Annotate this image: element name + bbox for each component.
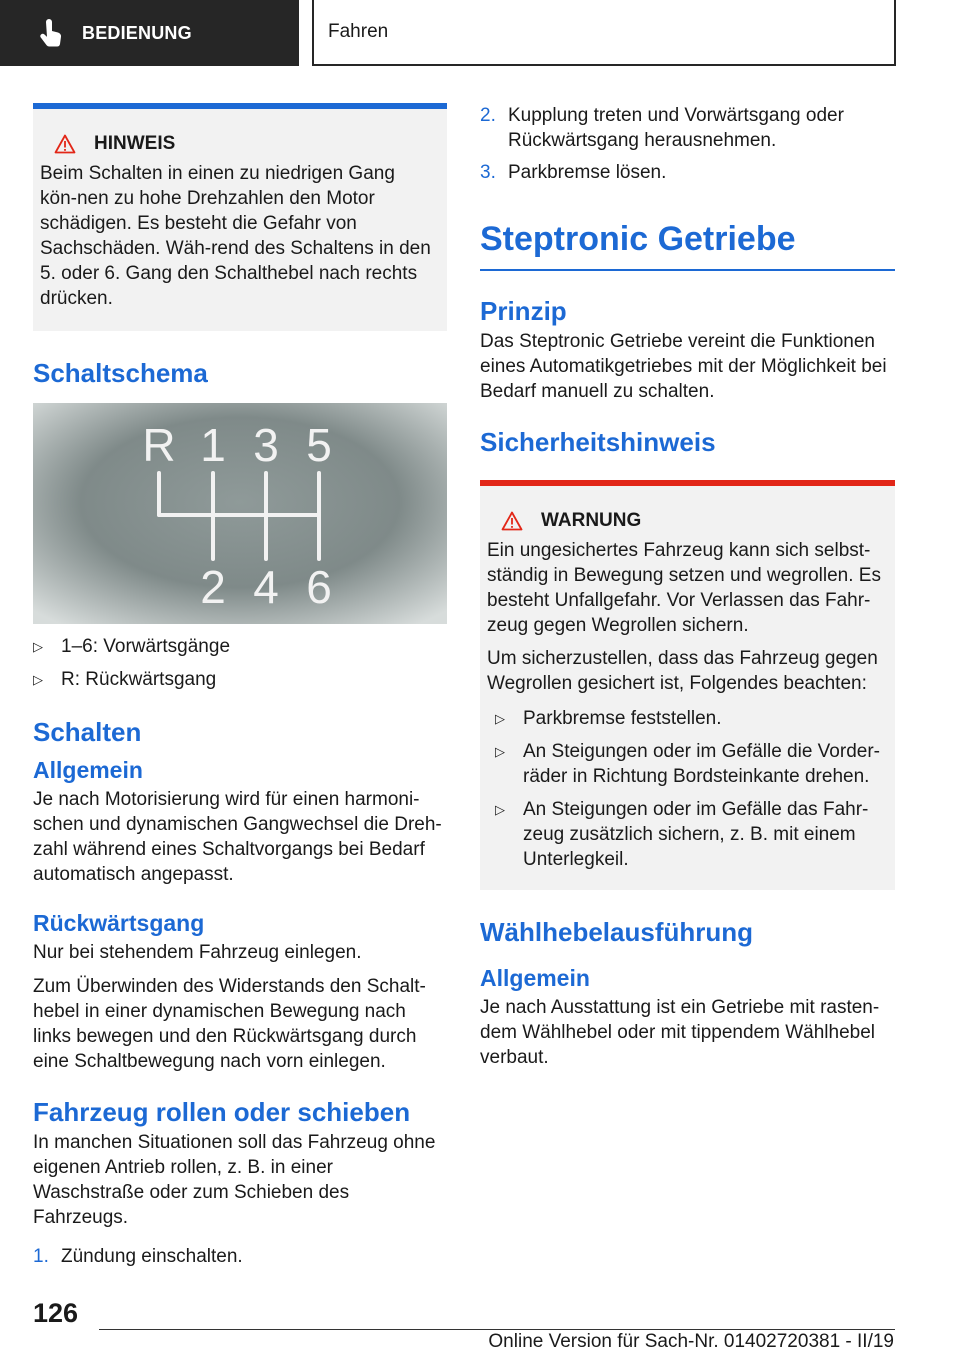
header-section-label: BEDIENUNG	[82, 22, 192, 43]
triangle-bullet-icon: ▷	[33, 672, 43, 687]
list-item: 3. Parkbremse lösen.	[480, 162, 667, 183]
sicherheitshinweis-heading: Sicherheitshinweis	[480, 427, 716, 457]
header-chapter-tab	[312, 0, 896, 66]
allgemein-heading: Allgemein	[33, 757, 143, 783]
header-section-tab	[0, 0, 299, 66]
gear-label-2: 2	[200, 561, 226, 613]
rollen-text: In manchen Situationen soll das Fahrzeug ohne eigenen Antrieb rollen, z. B. in einer Waschstraße oder zum Schieben des Fahrzeugs.	[33, 1132, 436, 1228]
prinzip-heading: Prinzip	[480, 296, 567, 326]
gear-label-1: 1	[200, 419, 226, 471]
footer-online-version: Online Version für Sach-Nr. 01402720381 - II/19	[488, 1331, 894, 1352]
notice-text: Beim Schalten in einen zu niedrigen Gang kön-nen zu hohe Drehzahlen den Motor schädigen. Es besteht die Gefahr von Sachschäden. Wäh-rend des Schaltens in den 5. oder 6. Gang den Schalthebel nach rechts drücken.	[40, 163, 431, 309]
rueckwaertsgang-heading: Rückwärtsgang	[33, 910, 205, 936]
rollen-heading: Fahrzeug rollen oder schieben	[33, 1097, 411, 1127]
header-chapter-label: Fahren	[328, 21, 389, 42]
rueckwaertsgang-text-2: Zum Überwinden des Widerstands den Schalt-hebel in einer dynamischen Bewegung nach links bewegen und den Rückwärtsgang durch eine Schaltbewegung nach vorn einlegen.	[33, 976, 426, 1072]
schaltschema-heading: Schaltschema	[33, 358, 208, 388]
caution-triangle-icon	[54, 134, 76, 154]
touch-hand-icon	[38, 18, 68, 48]
warning-title: WARNUNG	[541, 510, 642, 531]
right-column	[480, 103, 895, 1079]
allgemein-text: Je nach Motorisierung wird für einen harmoni-schen und dynamischen Gangwechsel die Dreh-zahl während eines Schaltvorgangs bei Bedarf automatisch angepasst.	[33, 789, 442, 885]
gear-label-4: 4	[253, 561, 279, 613]
gear-label-3: 3	[253, 419, 279, 471]
warning-text-1: Ein ungesichertes Fahrzeug kann sich selbst-ständig in Bewegung setzen und wegrollen. Es besteht Unfallgefahr. Vor Verlassen das Fahr-zeug gegen Wegrollen sichern.	[487, 540, 881, 636]
gear-label-6: 6	[306, 561, 332, 613]
rueckwaertsgang-text-1: Nur bei stehendem Fahrzeug einlegen.	[33, 942, 362, 963]
steptronic-heading: Steptronic Getriebe	[480, 219, 895, 271]
notice-title: HINWEIS	[94, 133, 176, 154]
triangle-bullet-icon: ▷	[33, 639, 43, 654]
gear-label-5: 5	[306, 419, 332, 471]
rollen-steps-continued	[480, 103, 895, 185]
prinzip-text: Das Steptronic Getriebe vereint die Funktionen eines Automatikgetriebes mit der Möglichkeit bei Bedarf manuell zu schalten.	[480, 331, 887, 402]
list-item: ▷ Parkbremse feststellen.	[495, 708, 722, 729]
gear-label-R: R	[142, 419, 176, 471]
warning-text-2: Um sicherzustellen, dass das Fahrzeug gegen Wegrollen gesichert ist, Folgendes beachten:	[487, 648, 878, 694]
page-number: 126	[33, 1298, 79, 1328]
warning-header	[501, 510, 882, 532]
list-item: 1. Zündung einschalten.	[33, 1246, 243, 1267]
waehlhebel-heading: Wählhebelausführung	[480, 917, 753, 947]
list-item: ▷ R: Rückwärtsgang	[33, 669, 217, 690]
schalten-heading: Schalten	[33, 717, 142, 747]
gear-shift-pattern-image	[33, 403, 447, 624]
list-item: ▷ 1–6: Vorwärtsgänge	[33, 636, 231, 657]
rollen-steps-list	[33, 1244, 447, 1269]
list-item: ▷ An Steigungen oder im Gefälle das Fahr-zeug zusätzlich sichern, z. B. mit einem Unterlegkeil.	[495, 799, 869, 870]
notice-header	[54, 133, 434, 155]
warning-triangle-icon	[501, 511, 523, 531]
schaltschema-legend-list	[33, 634, 447, 692]
notice-box	[33, 103, 447, 331]
waehlhebel-text: Je nach Ausstattung ist ein Getriebe mit rasten-dem Wählhebel oder mit tippendem Wählhebel verbaut.	[480, 997, 880, 1068]
warning-box	[480, 480, 895, 890]
list-item: 2. Kupplung treten und Vorwärtsgang oder Rückwärtsgang herausnehmen.	[480, 105, 844, 151]
warning-bullet-list	[487, 706, 882, 872]
waehlhebel-allgemein-heading: Allgemein	[480, 965, 590, 991]
left-column	[33, 103, 447, 1276]
list-item: ▷ An Steigungen oder im Gefälle die Vorder-räder in Richtung Bordsteinkante drehen.	[495, 741, 880, 787]
footer-divider	[99, 1329, 895, 1330]
triangle-bullet-icon: ▷	[495, 802, 505, 817]
triangle-bullet-icon: ▷	[495, 744, 505, 759]
triangle-bullet-icon: ▷	[495, 711, 505, 726]
